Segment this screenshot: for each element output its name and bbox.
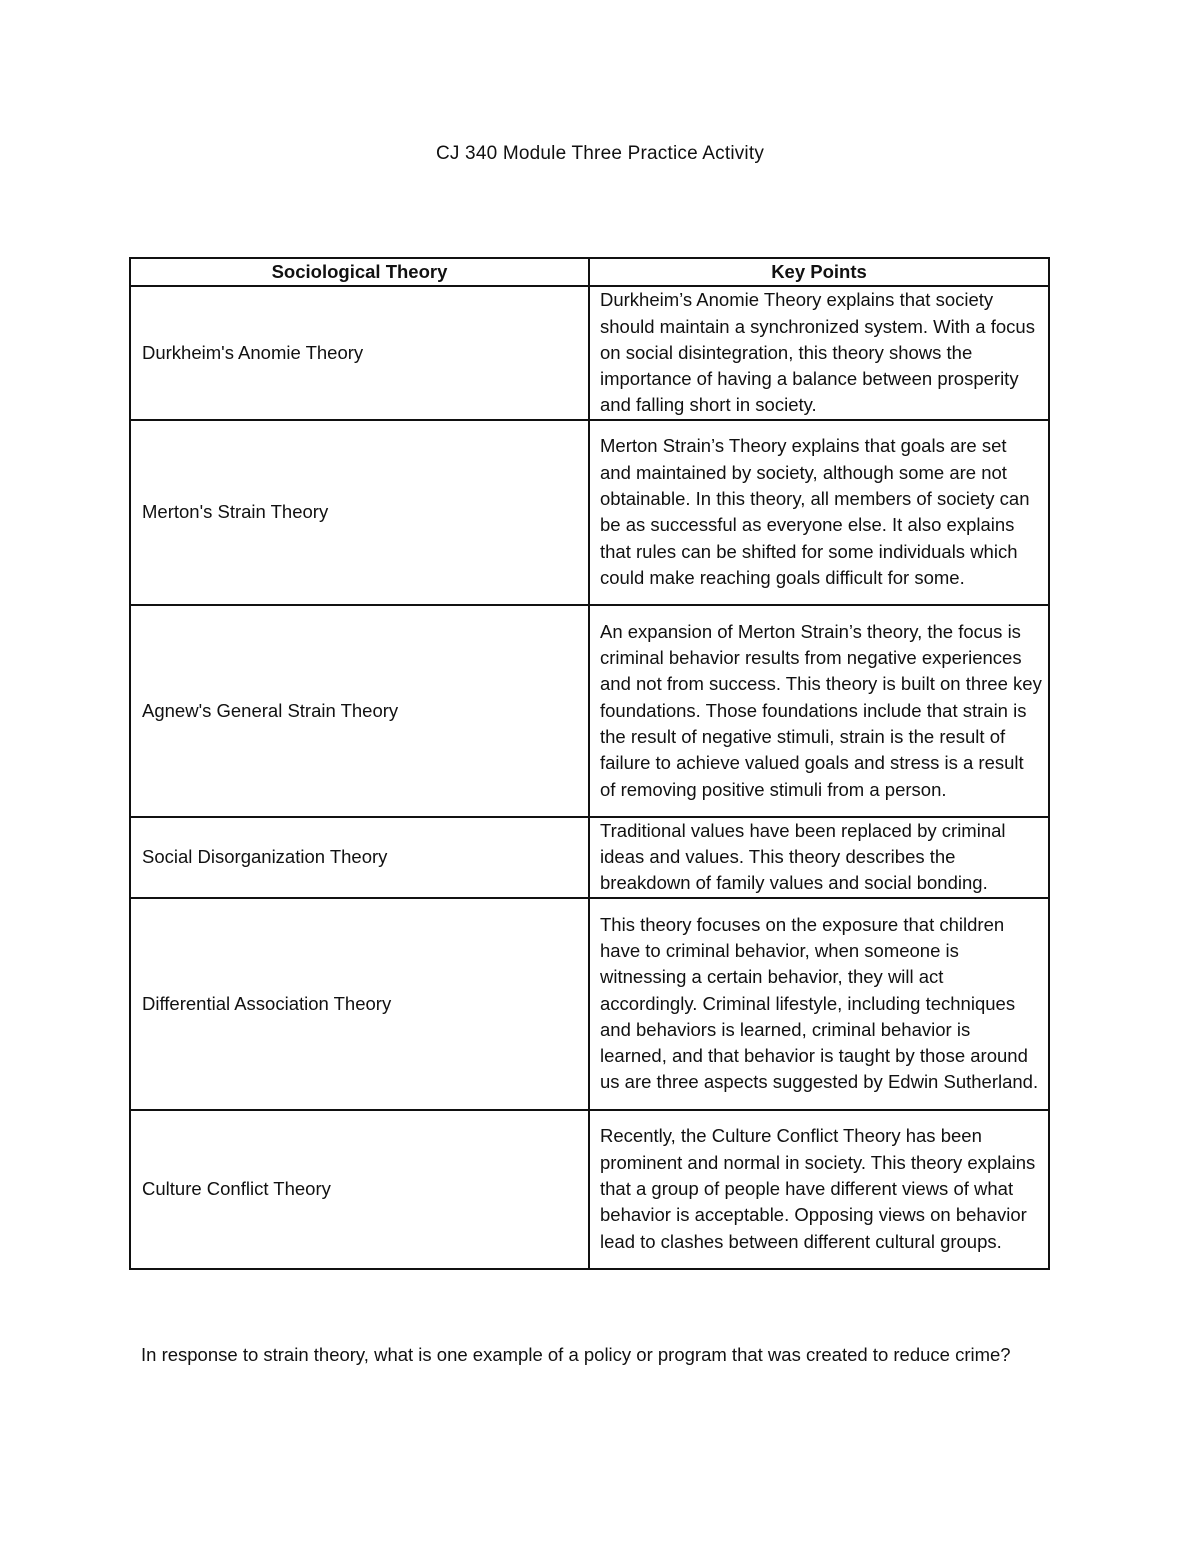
table-header-row (130, 258, 1049, 286)
table-row (130, 286, 1049, 419)
key-points: This theory focuses on the exposure that children have to criminal behavior, when someone is witnessing a certain behavior, they will act accordingly. Criminal lifestyle, including techniques and behaviors is learned, criminal behavior is learned, and that behavior is taught by those around us are three aspects suggested by Edwin Sutherland. (589, 898, 1049, 1110)
theory-name: Merton's Strain Theory (130, 420, 589, 605)
key-points: Recently, the Culture Conflict Theory has been prominent and normal in society. This theory explains that a group of people have different views of what behavior is acceptable. Opposing views on behavior lead to clashes between different cultural groups. (589, 1110, 1049, 1269)
column-header-key-points: Key Points (589, 258, 1049, 286)
theory-name: Differential Association Theory (130, 898, 589, 1110)
key-points: Durkheim’s Anomie Theory explains that society should maintain a synchronized system. With a focus on social disintegration, this theory shows the importance of having a balance between prosperity and falling short in society. (589, 286, 1049, 419)
table-row (130, 420, 1049, 605)
theory-name: Durkheim's Anomie Theory (130, 286, 589, 419)
theory-name: Agnew's General Strain Theory (130, 605, 589, 817)
table-row (130, 605, 1049, 817)
theory-table (129, 257, 1050, 1270)
page-title: CJ 340 Module Three Practice Activity (435, 143, 765, 164)
theory-name: Social Disorganization Theory (130, 817, 589, 898)
key-points: Merton Strain’s Theory explains that goals are set and maintained by society, although some are not obtainable. In this theory, all members of society can be as successful as everyone else. It also explains that rules can be shifted for some individuals which could make reaching goals difficult for some. (589, 420, 1049, 605)
key-points: An expansion of Merton Strain’s theory, the focus is criminal behavior results from negative experiences and not from success. This theory is built on three key foundations. Those foundations include that strain is the result of negative stimuli, strain is the result of failure to achieve valued goals and stress is a result of removing positive stimuli from a person. (589, 605, 1049, 817)
table-row (130, 1110, 1049, 1269)
theory-name: Culture Conflict Theory (130, 1110, 589, 1269)
question-prompt: In response to strain theory, what is one example of a policy or program that was created to reduce crime? (141, 1344, 1011, 1365)
column-header-theory: Sociological Theory (130, 258, 589, 286)
table-row (130, 898, 1049, 1110)
key-points: Traditional values have been replaced by criminal ideas and values. This theory describes the breakdown of family values and social bonding. (589, 817, 1049, 898)
table-row (130, 817, 1049, 898)
